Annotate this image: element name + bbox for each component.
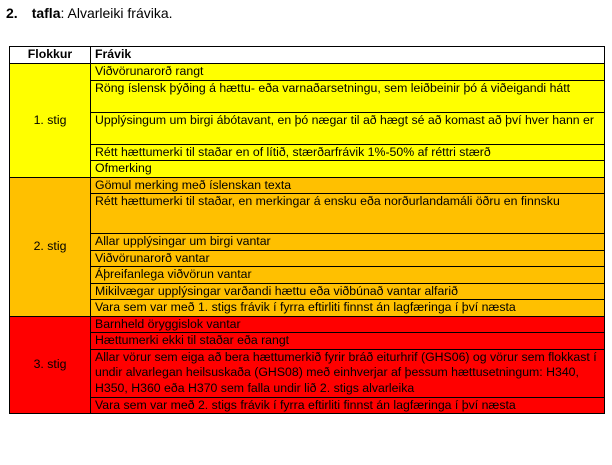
table-row [10,112,605,144]
table-row [10,80,605,112]
table-row [10,194,605,234]
category-cell-1: 1. stig [10,64,91,178]
deviation-cell: Ofmerking [91,161,605,178]
table-row [10,161,605,178]
caption-word: tafla [31,5,61,21]
deviation-cell: Barnheld öryggislok vantar [91,316,605,333]
deviation-cell: Áþreifanlega viðvörun vantar [91,267,605,284]
table-row [10,144,605,161]
header-fravik: Frávik [91,47,605,64]
table-caption [6,5,173,22]
table-row [10,397,605,414]
caption-number: 2. [6,5,18,21]
table-row [10,250,605,267]
table-row [10,283,605,300]
deviation-cell: Röng íslensk þýðing á hættu- eða varnaðarsetningu, sem leiðbeinir þó á viðeigandi hátt [91,80,605,112]
deviation-cell: Hættumerki ekki til staðar eða rangt [91,333,605,350]
deviation-cell: Gömul merking með íslenskan texta [91,177,605,194]
severity-table [9,46,605,414]
deviation-cell: Allar upplýsingar um birgi vantar [91,234,605,251]
table-row [10,300,605,317]
deviation-cell: Rétt hættumerki til staðar, en merkingar á ensku eða norðurlandamáli öðru en finnsku [91,194,605,234]
table-row [10,177,605,194]
deviation-cell: Allar vörur sem eiga að bera hættumerkið fyrir bráð eiturhrif (GHS06) og vörur sem flokkast í undir alvarlegan heilsuskaða (GHS08) með einhverjar af þessum hættusetningum: H340, H350, H360 eða H370 sem falla undir lið 2. stigs alvarleika [91,349,605,397]
table-row [10,316,605,333]
caption-rest: : Alvarleiki frávika. [60,5,173,21]
table-row [10,349,605,397]
deviation-cell: Viðvörunarorð rangt [91,64,605,81]
table-row [10,234,605,251]
deviation-cell: Viðvörunarorð vantar [91,250,605,267]
table-row [10,267,605,284]
category-cell-2: 2. stig [10,177,91,316]
header-flokkur: Flokkur [10,47,91,64]
table-row [10,333,605,350]
deviation-cell: Vara sem var með 1. stigs frávik í fyrra eftirliti finnst án lagfæringa í því næsta [91,300,605,317]
deviation-cell: Vara sem var með 2. stigs frávik í fyrra eftirliti finnst án lagfæringa í því næsta [91,397,605,414]
deviation-cell: Rétt hættumerki til staðar en of lítið, stærðarfrávik 1%-50% af réttri stærð [91,144,605,161]
deviation-cell: Upplýsingum um birgi ábótavant, en þó nægar til að hægt sé að komast að því hver hann er [91,112,605,144]
deviation-cell: Mikilvægar upplýsingar varðandi hættu eða viðbúnað vantar alfarið [91,283,605,300]
category-cell-3: 3. stig [10,316,91,414]
table-row [10,64,605,81]
table-header-row [10,47,605,64]
